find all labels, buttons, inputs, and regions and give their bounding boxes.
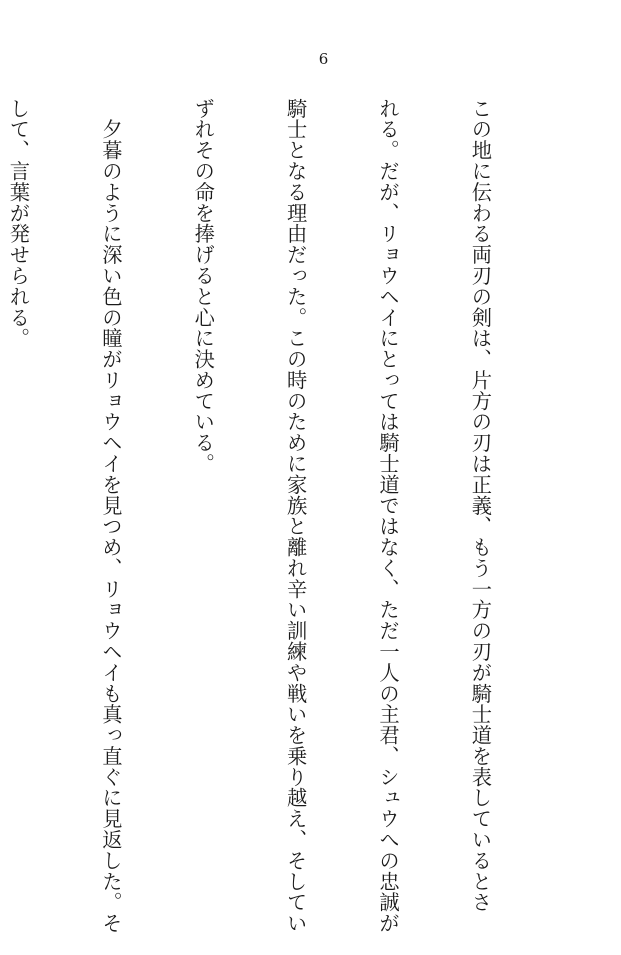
page-number: 6	[318, 50, 329, 68]
text-line: れる。だが、リョウヘイにとっては騎士道ではなく、ただ一人の主君、シュウへの忠誠が	[376, 98, 401, 934]
text-line: ずれその命を捧げると心に決めている。	[191, 98, 216, 475]
text-line: して、言葉が発せられる。	[6, 98, 31, 349]
text-line: 夕暮のように深い色の瞳がリョウヘイを見つめ、リョウヘイも真っ直ぐに見返した。そ	[98, 98, 123, 934]
vertical-text-body	[0, 98, 557, 934]
text-line: 騎士となる理由だった。この時のために家族と離れ辛い訓練や戦いを乗り越え、そしてい	[283, 98, 308, 934]
text-line: この地に伝わる両刃の剣は、片方の刃は正義、もう一方の刃が騎士道を表しているとさ	[468, 98, 493, 913]
